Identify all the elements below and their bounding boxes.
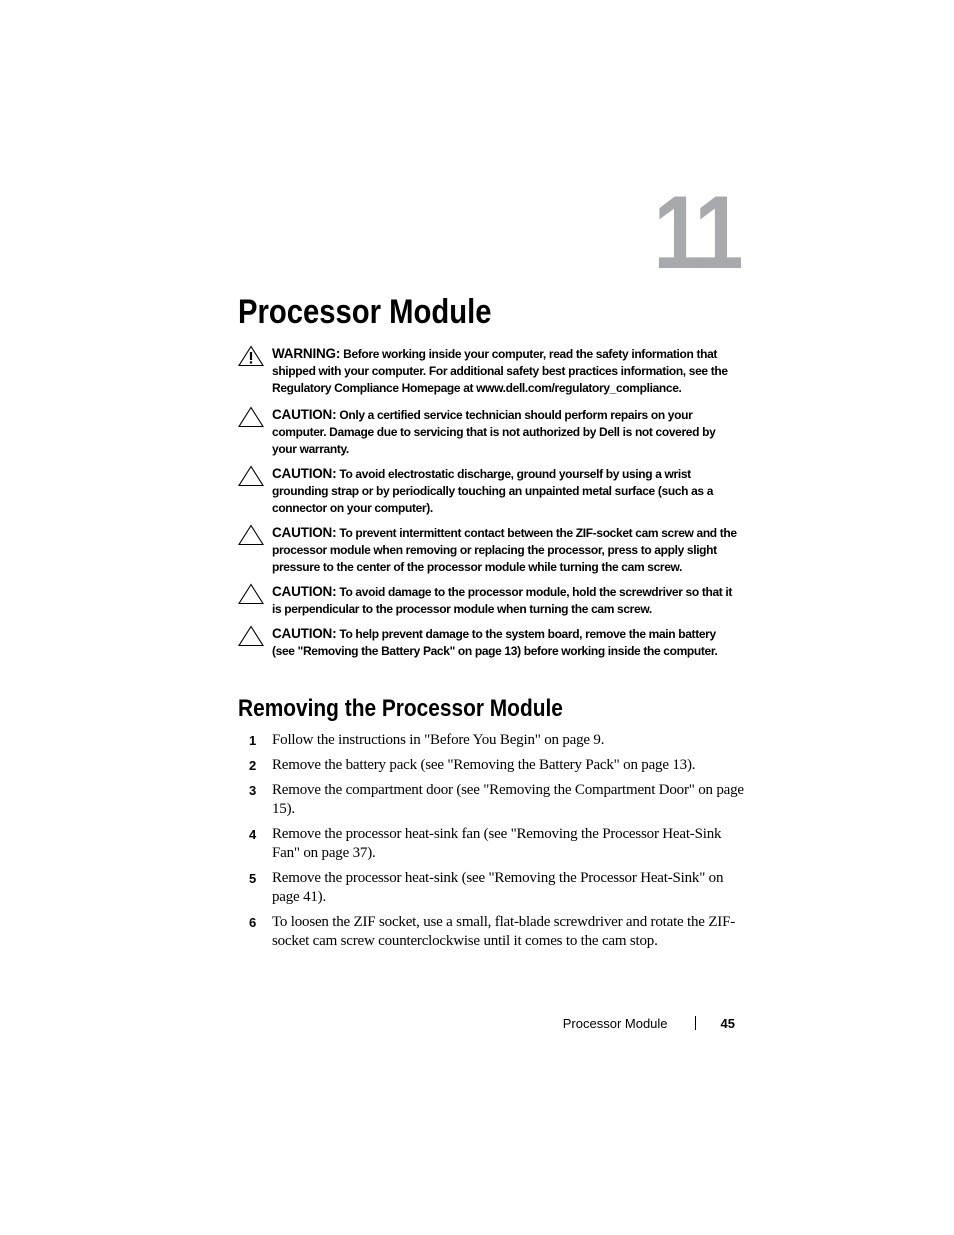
caution-triangle-icon [238,625,264,647]
step-number: 4 [249,827,257,842]
notice-label: CAUTION: [272,626,337,641]
notice-label: CAUTION: [272,584,337,599]
notice-text: To prevent intermittent contact between the ZIF-socket cam screw and the processor module when removing or replacing the processor, press to apply slight pressure to the center of the processor module while turning the cam screw. [272,526,737,574]
page-footer [563,1015,735,1033]
caution-triangle-icon [238,465,264,487]
procedure-steps [238,731,748,957]
step-text: Remove the processor heat-sink fan (see "Removing the Processor Heat-Sink Fan" on page 37). [272,826,722,861]
list-item [238,781,748,819]
chapter-number: 11 [653,175,740,291]
step-number: 1 [249,733,257,748]
step-text: Remove the compartment door (see "Removing the Compartment Door" on page 15). [272,782,744,817]
caution-triangle-icon [238,406,264,428]
footer-title: Processor Module [562,1016,668,1031]
step-number: 6 [249,915,257,930]
list-item [238,913,748,951]
warning-triangle-icon [238,345,264,367]
caution-notice [238,524,738,576]
caution-triangle-icon [238,583,264,605]
step-number: 5 [249,871,257,886]
notice-text: Only a certified service technician should perform repairs on your computer. Damage due to servicing that is not authorized by Dell is not covered by your warranty. [272,408,716,456]
notice-text: To help prevent damage to the system board, remove the main battery (see "Removing the Battery Pack" on page 13) before working inside the computer. [272,627,718,658]
caution-notice [238,465,738,517]
section-title: Removing the Processor Module [238,695,563,722]
notice-text: To avoid electrostatic discharge, ground yourself by using a wrist grounding strap or by periodically touching an unpainted metal surface (such as a connector on your computer). [272,467,714,515]
caution-triangle-icon [238,524,264,546]
notice-text: Before working inside your computer, read the safety information that shipped with your computer. For additional safety best practices information, see the Regulatory Compliance Homepage at www.dell.com/regulatory_compliance. [272,347,728,395]
caution-notice [238,583,738,618]
list-item [238,756,748,775]
footer-divider [695,1016,696,1030]
page-number: 45 [720,1016,735,1031]
list-item [238,731,748,750]
list-item [238,825,748,863]
step-text: Follow the instructions in "Before You Begin" on page 9. [272,732,605,748]
caution-notice [238,406,738,458]
caution-notice [238,625,738,660]
safety-notices [238,345,738,660]
step-number: 2 [249,758,257,773]
notice-label: CAUTION: [272,466,337,481]
step-text: Remove the battery pack (see "Removing the Battery Pack" on page 13). [272,757,696,773]
notice-label: CAUTION: [272,525,337,540]
chapter-title: Processor Module [238,293,492,331]
step-number: 3 [249,783,257,798]
step-text: To loosen the ZIF socket, use a small, flat-blade screwdriver and rotate the ZIF-socket cam screw counterclockwise until it comes to the cam stop. [272,914,736,949]
notice-label: CAUTION: [272,407,337,422]
notice-label: WARNING: [272,346,341,361]
step-text: Remove the processor heat-sink (see "Removing the Processor Heat-Sink" on page 41). [272,870,724,905]
list-item [238,869,748,907]
notice-text: To avoid damage to the processor module, hold the screwdriver so that it is perpendicular to the processor module when turning the cam screw. [272,585,733,616]
warning-notice [238,345,738,397]
